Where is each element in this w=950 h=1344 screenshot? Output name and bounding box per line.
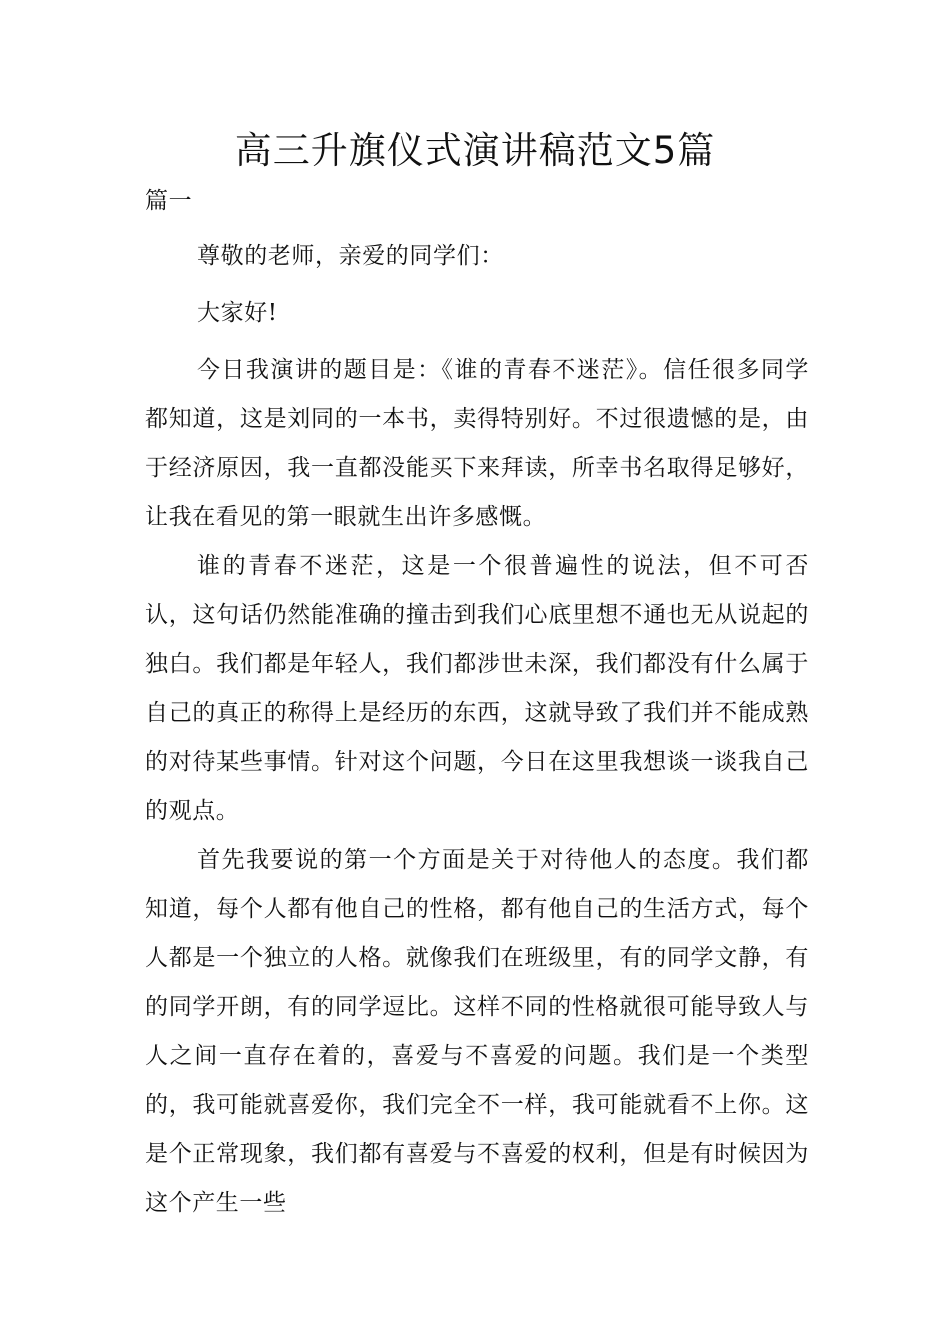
salutation: 尊敬的老师，亲爱的同学们： [197,243,504,269]
document-title: 高三升旗仪式演讲稿范文5篇 [234,129,716,172]
paragraph: 今日我演讲的题目是：《谁的青春不迷茫》。信任很多同学都知道，这是刘同的一本书，卖得特别好。不过很遗憾的是，由于经济原因，我一直都没能买下来拜读，所幸书名取得足够好，让我在看见的第一眼就生出许多感慨。 [145,357,809,530]
paragraph: 谁的青春不迷茫，这是一个很普遍性的说法，但不可否认，这句话仍然能准确的撞击到我们心底里想不通也无从说起的独白。我们都是年轻人，我们都涉世未深，我们都没有什么属于自己的真正的称得上是经历的东西，这就导致了我们并不能成熟的对待某些事情。针对这个问题，今日在这里我想谈一谈我自己的观点。 [145,553,809,824]
section-label: 篇一 [145,188,193,214]
greeting: 大家好! [197,300,278,326]
document-body [145,177,809,1228]
paragraph: 首先我要说的第一个方面是关于对待他人的态度。我们都知道，每个人都有他自己的性格，都有他自己的生活方式，每个人都是一个独立的人格。就像我们在班级里，有的同学文静，有的同学开朗，有的同学逗比。这样不同的性格就很可能导致人与人之间一直存在着的，喜爱与不喜爱的问题。我们是一个类型的，我可能就喜爱你，我们完全不一样，我可能就看不上你。这是个正常现象，我们都有喜爱与不喜爱的权利，但是有时候因为这个产生一些 [145,847,809,1216]
